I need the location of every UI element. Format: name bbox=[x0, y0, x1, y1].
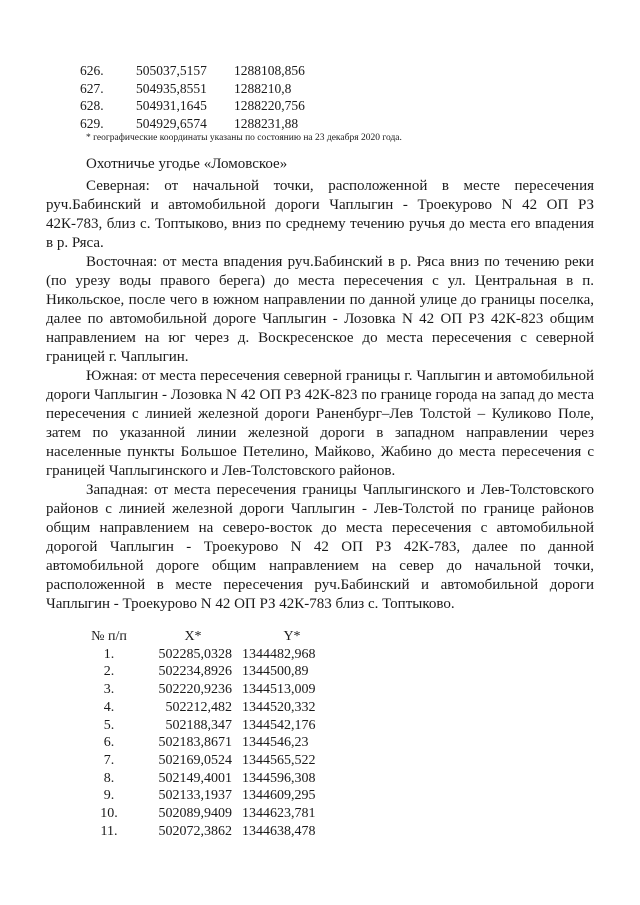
x-coordinate: 504929,6574 bbox=[136, 115, 207, 131]
y-coordinate: 1344596,308 bbox=[242, 770, 316, 786]
y-coordinate: 1344565,522 bbox=[242, 752, 316, 768]
table-row bbox=[74, 752, 342, 770]
y-coordinate: 1344546,23 bbox=[242, 735, 309, 751]
y-coordinate: 1344500,89 bbox=[242, 664, 309, 680]
table-row bbox=[74, 699, 342, 717]
point-number: 11. bbox=[100, 823, 118, 839]
table-row bbox=[74, 734, 342, 752]
y-coordinate: 1344513,009 bbox=[242, 682, 316, 698]
y-coordinate: 1288210,8 bbox=[234, 80, 292, 96]
header-x: X* bbox=[184, 629, 202, 644]
coordinates-table-bottom bbox=[74, 628, 342, 840]
table-row bbox=[74, 663, 342, 681]
point-number: 8. bbox=[103, 770, 115, 786]
header-number: № п/п bbox=[91, 629, 127, 644]
table-row bbox=[74, 646, 342, 664]
point-number: 1. bbox=[103, 646, 115, 662]
y-coordinate: 1288220,756 bbox=[234, 98, 305, 113]
coordinates-table-top bbox=[68, 62, 334, 132]
x-coordinate: 502169,0524 bbox=[158, 752, 232, 768]
point-number: 627. bbox=[80, 80, 104, 96]
point-number: 10. bbox=[100, 806, 118, 822]
point-number: 2. bbox=[103, 664, 115, 680]
paragraph-east: Восточная: от места впадения руч.Бабинский в р. Ряса вниз по течению реки (по урезу воды правого берега) до места пересечения с ул. Центральная в п. Никольское, после чего в южном направлении по данной улице до границы поселка, далее по автомобильной дороге Чаплыгин - Лозовка N 42 ОП РЗ 42К-823 общим направлением на юг через д. Воскресенское до места пересечения с северной границей г. Чаплыгин. bbox=[46, 254, 594, 365]
point-number: 4. bbox=[103, 699, 115, 715]
table-row bbox=[74, 787, 342, 805]
point-number: 5. bbox=[103, 717, 115, 733]
table-row bbox=[68, 115, 334, 133]
x-coordinate: 505037,5157 bbox=[136, 63, 207, 78]
table-row bbox=[68, 80, 334, 98]
y-coordinate: 1344520,332 bbox=[242, 699, 316, 715]
y-coordinate: 1288108,856 bbox=[234, 63, 305, 78]
y-coordinate: 1344609,295 bbox=[242, 788, 316, 804]
table-row bbox=[74, 805, 342, 823]
x-coordinate: 502188,347 bbox=[165, 717, 232, 733]
coordinates-footnote: * географические координаты указаны по состоянию на 23 декабря 2020 года. bbox=[86, 133, 402, 143]
x-coordinate: 502133,1937 bbox=[158, 788, 232, 804]
y-coordinate: 1288231,88 bbox=[234, 115, 299, 131]
x-coordinate: 502212,482 bbox=[165, 699, 232, 715]
point-number: 626. bbox=[80, 63, 104, 78]
x-coordinate: 502220,9236 bbox=[158, 682, 232, 698]
paragraph-west: Западная: от места пересечения границы Чаплыгинского и Лев-Толстовского районов с линией железной дороги Чаплыгин - Лев-Толстой по границе районов общим направлением на северо-восток до места пересечения с автомобильной дорогой Чаплыгин - Троекурово N 42 ОП РЗ 42К-783, далее по данной автомобильной дороге общим направлением на север до начальной точки, расположенной в месте пересечения руч.Бабинский и автомобильной дороги Чаплыгин - Троекурово N 42 ОП РЗ 42К-783 близ с. Топтыково. bbox=[46, 482, 594, 612]
point-number: 628. bbox=[80, 98, 104, 113]
y-coordinate: 1344638,478 bbox=[242, 823, 316, 839]
table-row bbox=[74, 770, 342, 788]
header-y: Y* bbox=[283, 629, 301, 644]
table-row bbox=[74, 717, 342, 735]
table-header-row bbox=[74, 628, 342, 646]
x-coordinate: 502072,3862 bbox=[158, 823, 232, 839]
table-row bbox=[74, 823, 342, 841]
paragraph-south: Южная: от места пересечения северной границы г. Чаплыгин и автомобильной дороги Чаплыгин - Лозовка N 42 ОП РЗ 42К-823 по границе города на запад до места пересечения с линией железной дороги Раненбург–Лев Толстой – Куликово Поле, затем по указанной линии железной дороги в западном направлении через населенные пункты Большое Петелино, Майково, Жабино до места пересечения с границей Чаплыгинского и Лев-Толстовского районов. bbox=[46, 368, 594, 479]
x-coordinate: 502089,9409 bbox=[158, 806, 232, 822]
paragraph-north: Северная: от начальной точки, расположенной в месте пересечения руч.Бабинский и автомобильной дороги Чаплыгин - Троекурово N 42 ОП РЗ 42К-783, близ с. Топтыково, вниз по среднему течению ручья до места его впадения в р. Ряса. bbox=[46, 178, 594, 251]
x-coordinate: 502183,8671 bbox=[158, 735, 232, 751]
table-row bbox=[68, 62, 334, 80]
section-title: Охотничье угодье «Ломовское» bbox=[86, 156, 288, 172]
point-number: 629. bbox=[80, 115, 104, 131]
point-number: 3. bbox=[103, 682, 115, 698]
y-coordinate: 1344623,781 bbox=[242, 806, 316, 822]
y-coordinate: 1344542,176 bbox=[242, 717, 316, 733]
point-number: 7. bbox=[103, 752, 115, 768]
x-coordinate: 502285,0328 bbox=[158, 646, 232, 662]
x-coordinate: 504931,1645 bbox=[136, 98, 207, 113]
table-row bbox=[74, 681, 342, 699]
point-number: 6. bbox=[103, 735, 115, 751]
point-number: 9. bbox=[103, 788, 115, 804]
boundary-description bbox=[46, 177, 594, 614]
x-coordinate: 504935,8551 bbox=[136, 80, 207, 96]
table-row bbox=[68, 97, 334, 115]
x-coordinate: 502149,4001 bbox=[158, 770, 232, 786]
x-coordinate: 502234,8926 bbox=[158, 664, 232, 680]
y-coordinate: 1344482,968 bbox=[242, 646, 316, 662]
